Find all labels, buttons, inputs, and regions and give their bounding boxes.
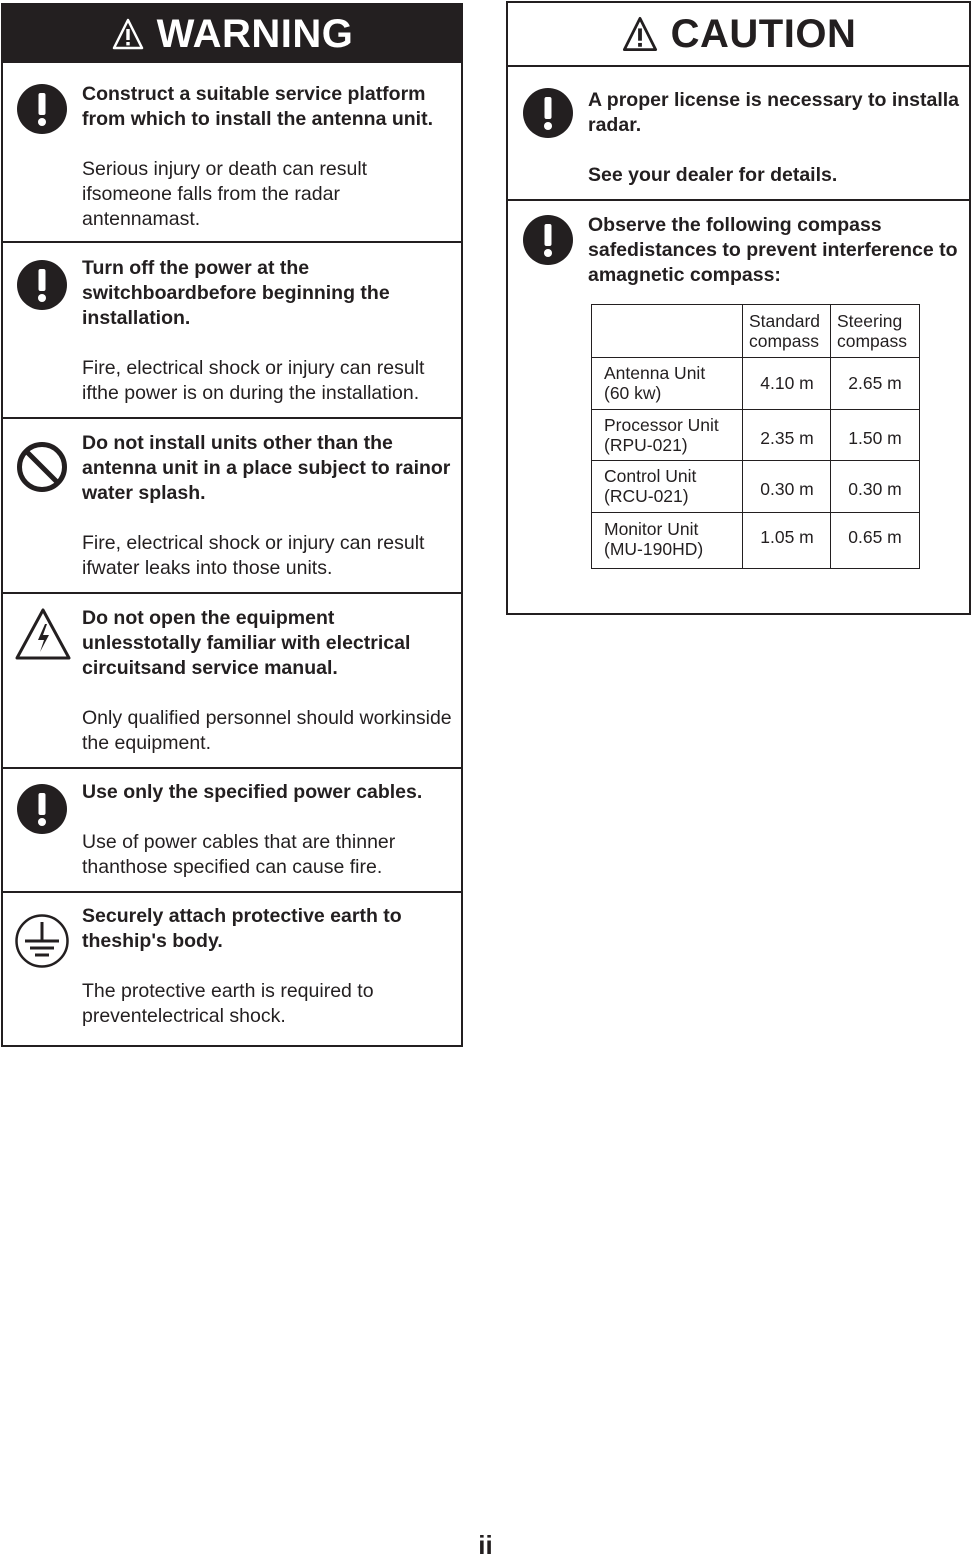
warning-item: [3, 769, 461, 893]
warning-item: [3, 893, 461, 1045]
steering-distance: 1.50 m: [848, 428, 902, 448]
mandatory-exclamation-icon: [16, 783, 68, 835]
caution-item-title: A proper license is necessary to installa radar.: [588, 89, 960, 136]
page-number: ii: [478, 1530, 493, 1560]
mandatory-exclamation-icon: [522, 214, 574, 266]
warning-panel: [1, 3, 463, 1047]
warning-item: [3, 243, 461, 419]
mandatory-exclamation-icon: [16, 259, 68, 311]
caution-item: [508, 67, 969, 201]
unit-model: (60 kw): [604, 383, 662, 403]
caution-panel: [506, 1, 971, 615]
warning-item-title: Securely attach protective earth to theship's body.: [82, 905, 402, 952]
steering-distance: 0.65 m: [848, 527, 902, 547]
standard-distance: 0.30 m: [760, 479, 814, 499]
warning-item-title: Turn off the power at the switchboardbefore beginning the installation.: [82, 257, 390, 329]
warning-item-body: Fire, electrical shock or injury can result ifthe power is on during the installation.: [82, 357, 425, 404]
warning-triangle-icon: [111, 17, 145, 51]
unit-model: (RPU-021): [604, 435, 688, 455]
table-header-steering: Steering compass: [837, 311, 908, 351]
warning-item-title: Do not open the equipment unlesstotally familiar with electrical circuitsand service manual.: [82, 607, 411, 679]
table-row: [592, 512, 919, 568]
warning-item-body: Use of power cables that are thinner thanthose specified can cause fire.: [82, 831, 396, 878]
unit-name: Monitor Unit: [604, 519, 699, 539]
warning-item-body: Serious injury or death can result ifsomeone falls from the radar antennamast.: [82, 158, 368, 230]
caution-item-title: Observe the following compass safedistances to prevent interference to amagnetic compass:: [588, 214, 958, 286]
steering-distance: 0.30 m: [848, 479, 902, 499]
caution-header: [508, 3, 969, 67]
warning-item-title: Use only the specified power cables.: [82, 781, 423, 803]
warning-item-title: Do not install units other than the antenna unit in a place subject to rainor water splash.: [82, 432, 451, 504]
warning-heading: WARNING: [156, 11, 354, 56]
unit-name: Processor Unit: [604, 415, 719, 435]
table-header-standard: Standard compass: [749, 311, 821, 351]
warning-item: [3, 594, 461, 769]
protective-earth-icon: [14, 913, 70, 969]
warning-item-title: Construct a suitable service platform from which to install the antenna unit.: [82, 83, 434, 130]
warning-triangle-icon: [621, 15, 659, 53]
table-row: [592, 357, 919, 409]
warning-item: [3, 419, 461, 594]
steering-distance: 2.65 m: [848, 373, 902, 393]
compass-distance-table: [591, 304, 920, 569]
warning-header: [3, 5, 461, 63]
unit-name: Antenna Unit: [604, 363, 706, 383]
standard-distance: 1.05 m: [760, 527, 814, 547]
warning-item-body: Only qualified personnel should workinside the equipment.: [82, 707, 452, 754]
unit-model: (MU-190HD): [604, 539, 704, 559]
caution-item-body: See your dealer for details.: [588, 164, 838, 186]
standard-distance: 4.10 m: [760, 373, 814, 393]
standard-distance: 2.35 m: [760, 428, 814, 448]
mandatory-exclamation-icon: [522, 87, 574, 139]
warning-item-body: The protective earth is required to preventelectrical shock.: [82, 980, 374, 1027]
warning-item: [3, 63, 461, 243]
warning-item-body: Fire, electrical shock or injury can result ifwater leaks into those units.: [82, 532, 425, 579]
table-row: [592, 460, 919, 512]
table-row: [592, 409, 919, 460]
prohibited-icon: [16, 441, 68, 493]
mandatory-exclamation-icon: [16, 83, 68, 135]
unit-model: (RCU-021): [604, 486, 689, 506]
electric-shock-warning-icon: [14, 606, 72, 664]
caution-heading: CAUTION: [670, 11, 857, 56]
unit-name: Control Unit: [604, 466, 697, 486]
